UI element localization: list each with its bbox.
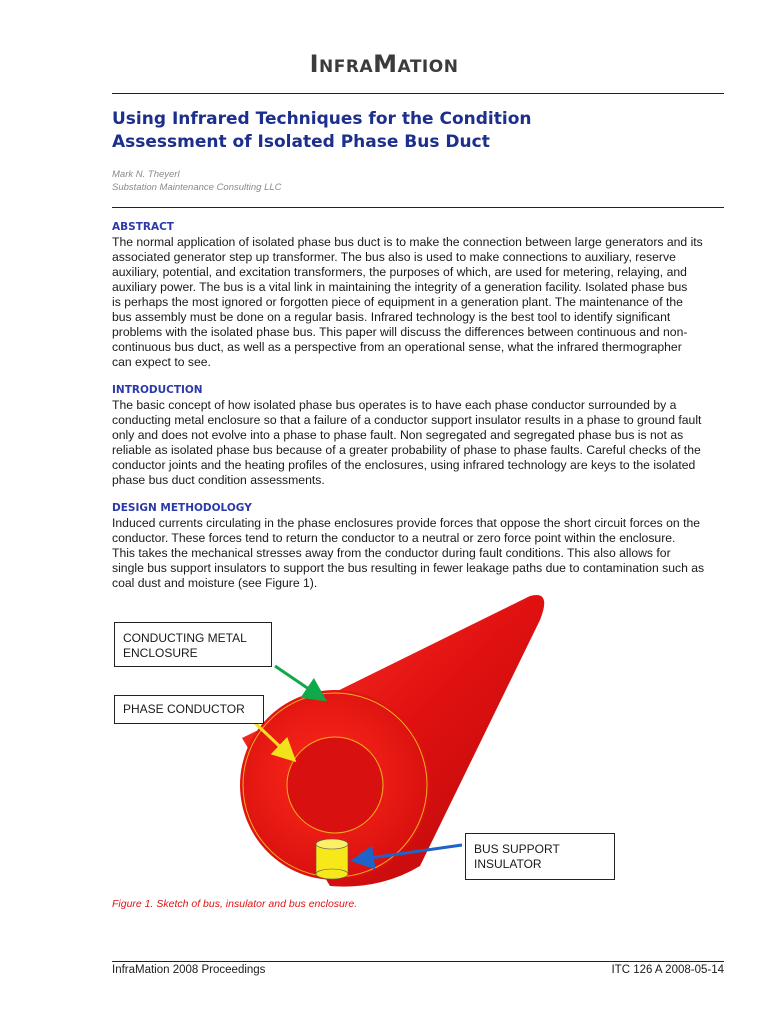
paragraph-line: single bus support insulators to support the bus resulting in fewer leakage paths due to contamination such as — [112, 561, 705, 575]
paragraph-line: associated generator step up transformer. The bus also is used to make connections to auxiliary, reserve — [112, 250, 676, 264]
callout-insulator-line-1: BUS SUPPORT — [474, 842, 560, 856]
abstract-section — [112, 221, 724, 370]
arrow-enclosure — [275, 666, 322, 698]
paragraph-line: Induced currents circulating in the phase enclosures provide forces that oppose the short circuit forces on the — [112, 516, 701, 530]
callout-enclosure — [114, 622, 272, 667]
inframation-logo: InfraMation — [309, 50, 459, 78]
introduction-heading: INTRODUCTION — [112, 384, 203, 396]
header-rule — [112, 93, 724, 94]
paragraph-line: problems with the isolated phase bus. This paper will discuss the differences between continuous and non- — [112, 325, 688, 339]
paragraph-line: can expect to see. — [112, 355, 211, 369]
callout-enclosure-line-2: ENCLOSURE — [123, 646, 198, 660]
paragraph-line: This takes the mechanical stresses away from the conductor during fault conditions. This also allows for — [112, 546, 671, 560]
paragraph-line: conducting metal enclosure so that a failure of a conductor support insulator results in a phase to ground fault — [112, 413, 702, 427]
introduction-paragraph — [112, 398, 724, 488]
paragraph-line: The basic concept of how isolated phase bus operates is to have each phase conductor surrounded by a — [112, 398, 677, 412]
paragraph-line: coal dust and moisture (see Figure 1). — [112, 576, 318, 590]
callout-enclosure-line-1: CONDUCTING METAL — [123, 631, 247, 645]
paragraph-line: reliable as isolated phase bus because of a greater probability of phase to phase faults. Careful checks of the — [112, 443, 701, 457]
callout-insulator — [465, 833, 615, 880]
phase-conductor — [287, 737, 383, 833]
abstract-heading: ABSTRACT — [112, 221, 174, 233]
author-block — [112, 168, 282, 194]
design-paragraph — [112, 516, 724, 591]
title-line-2: Assessment of Isolated Phase Bus Duct — [112, 132, 490, 152]
design-heading: DESIGN METHODOLOGY — [112, 502, 252, 514]
abstract-paragraph — [112, 235, 724, 370]
paragraph-line: continuous bus duct, as well as a perspective from an operational sense, what the infrared thermographer — [112, 340, 682, 354]
title-line-1: Using Infrared Techniques for the Condition — [112, 109, 532, 129]
callout-conductor-label: PHASE CONDUCTOR — [123, 702, 245, 716]
paragraph-line: only and does not evolve into a phase to phase fault. Non segregated and segregated phase bus is not as — [112, 428, 684, 442]
paragraph-line: conductor joints and the heating profiles of the enclosures, using infrared technology are keys to the isolated — [112, 458, 696, 472]
author-name: Mark N. Theyerl — [112, 169, 180, 180]
footer-rule — [112, 961, 724, 962]
paragraph-line: The normal application of isolated phase bus duct is to make the connection between large generators and its — [112, 235, 703, 249]
design-section — [112, 502, 724, 591]
callout-insulator-line-2: INSULATOR — [474, 857, 542, 871]
paper-title — [112, 108, 672, 154]
paragraph-line: is perhaps the most ignored or forgotten piece of equipment in a generation plant. The maintenance of the — [112, 295, 683, 309]
callout-conductor — [114, 695, 264, 724]
bus-support-insulator — [316, 839, 348, 879]
figure-caption: Figure 1. Sketch of bus, insulator and bus enclosure. — [112, 898, 358, 910]
paragraph-line: conductor. These forces tend to return the conductor to a neutral or zero force point within the enclosure. — [112, 531, 676, 545]
author-affiliation: Substation Maintenance Consulting LLC — [112, 182, 282, 193]
footer-document-id: ITC 126 A 2008-05-14 — [611, 964, 724, 976]
title-rule — [112, 207, 724, 208]
figure-1 — [0, 590, 768, 900]
introduction-section — [112, 384, 724, 488]
paragraph-line: phase bus duct condition assessments. — [112, 473, 325, 487]
paragraph-line: bus assembly must be done on a regular basis. Infrared technology is the best tool to identify significant — [112, 310, 671, 324]
footer-proceedings: InfraMation 2008 Proceedings — [112, 964, 266, 976]
paragraph-line: auxiliary, potential, and excitation transformers, the purposes of which, are used for metering, relaying, and — [112, 265, 687, 279]
paragraph-line: auxiliary power. The bus is a vital link in maintaining the integrity of a generation facility. Isolated phase bus — [112, 280, 688, 294]
